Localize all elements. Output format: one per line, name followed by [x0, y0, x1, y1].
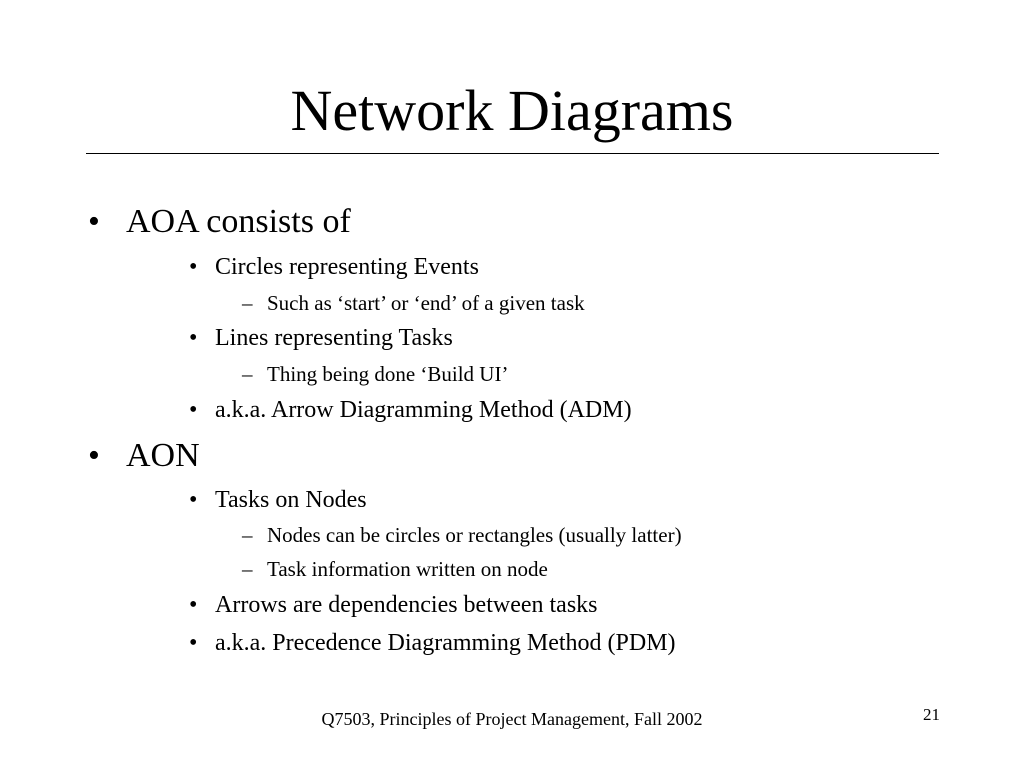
bullet-text: Tasks on Nodes	[215, 487, 367, 513]
dash-marker: –	[242, 557, 253, 581]
bullet-item-aon	[88, 436, 200, 476]
bullet-item-aoa	[88, 202, 351, 242]
page-number: 21	[923, 705, 940, 724]
bullet-item-nodes-shapes	[242, 522, 682, 548]
bullet-marker: •	[189, 487, 198, 513]
bullet-text: AON	[126, 437, 200, 474]
bullet-text: Task information written on node	[267, 557, 548, 581]
bullet-item-adm	[189, 396, 632, 424]
dash-marker: –	[242, 291, 253, 315]
bullet-item-arrows-dependencies	[189, 591, 598, 619]
bullet-item-start-end	[242, 290, 585, 316]
bullet-text: Such as ‘start’ or ‘end’ of a given task	[267, 291, 585, 315]
bullet-text: Nodes can be circles or rectangles (usually latter)	[267, 523, 682, 547]
dash-marker: –	[242, 362, 253, 386]
bullet-marker: •	[88, 203, 100, 240]
bullet-text: a.k.a. Arrow Diagramming Method (ADM)	[215, 397, 632, 423]
bullet-item-lines-tasks	[189, 324, 453, 352]
bullet-item-task-info	[242, 556, 548, 582]
bullet-text: AOA consists of	[126, 203, 351, 240]
bullet-text: Arrows are dependencies between tasks	[215, 592, 598, 618]
bullet-item-pdm	[189, 629, 676, 657]
bullet-marker: •	[189, 397, 198, 423]
bullet-text: Thing being done ‘Build UI’	[267, 362, 509, 386]
bullet-item-build-ui	[242, 361, 509, 387]
slide-title: Network Diagrams	[290, 78, 734, 143]
bullet-marker: •	[189, 325, 198, 351]
bullet-marker: •	[88, 437, 100, 474]
bullet-marker: •	[189, 630, 198, 656]
slide-footer: Q7503, Principles of Project Management, Fall 2002	[321, 709, 703, 729]
bullet-marker: •	[189, 254, 198, 280]
bullet-text: a.k.a. Precedence Diagramming Method (PDM)	[215, 630, 676, 656]
bullet-item-tasks-nodes	[189, 486, 367, 514]
bullet-marker: •	[189, 592, 198, 618]
bullet-item-circles-events	[189, 253, 479, 281]
bullet-text: Lines representing Tasks	[215, 325, 453, 351]
bullet-text: Circles representing Events	[215, 254, 479, 280]
dash-marker: –	[242, 523, 253, 547]
title-divider	[86, 153, 939, 154]
